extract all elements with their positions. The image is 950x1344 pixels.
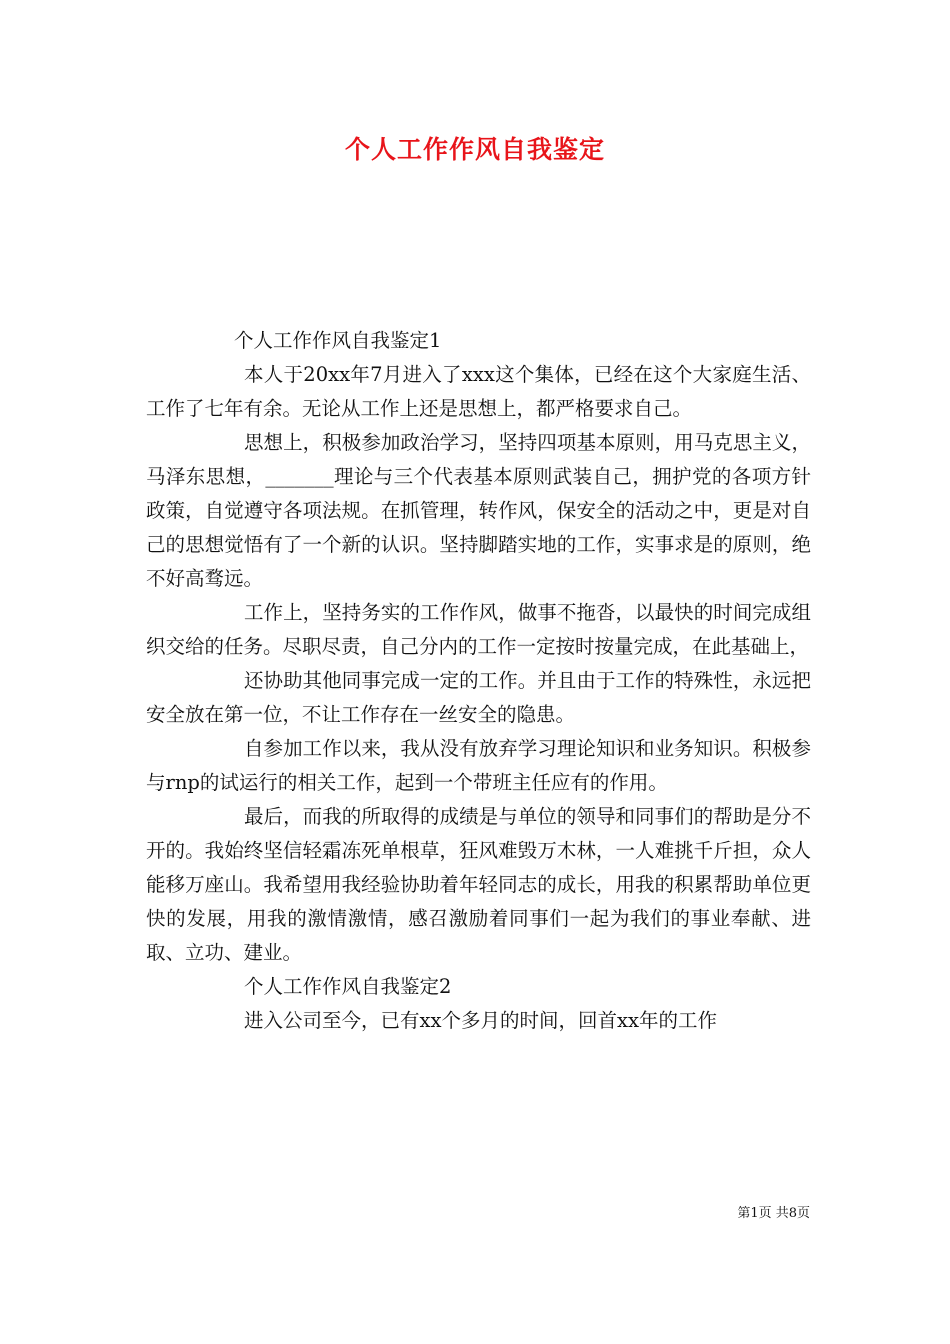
document-body [146, 324, 811, 1038]
document-title: 个人工作作风自我鉴定 [344, 135, 605, 164]
paragraph: 进入公司至今，已有xx个多月的时间，回首xx年的工作 [244, 1009, 717, 1032]
page-number-footer: 第1页 共8页 [737, 1206, 810, 1221]
paragraph: 自参加工作以来，我从没有放弃学习理论知识和业务知识。积极参与rnp的试运行的相关工作，起到一个带班主任应有的作用。 [146, 737, 811, 794]
paragraph: 还协助其他同事完成一定的工作。并且由于工作的特殊性，永远把安全放在第一位，不让工作存在一丝安全的隐患。 [146, 669, 811, 726]
paragraph: 工作上，坚持务实的工作作风，做事不拖沓，以最快的时间完成组织交给的任务。尽职尽责，自己分内的工作一定按时按量完成，在此基础上， [146, 601, 811, 658]
section-heading-2: 个人工作作风自我鉴定2 [244, 975, 452, 998]
section-heading-1: 个人工作作风自我鉴定1 [234, 329, 442, 352]
paragraph: 最后，而我的所取得的成绩是与单位的领导和同事们的帮助是分不开的。我始终坚信轻霜冻死单根草，狂风难毁万木林，一人难挑千斤担，众人能移万座山。我希望用我经验协助着年轻同志的成长，用我的积累帮助单位更快的发展，用我的激情激情，感召激励着同事们一起为我们的事业奉献、进取、立功、建业。 [146, 805, 811, 964]
paragraph: 本人于20xx年7月进入了xxx这个集体，已经在这个大家庭生活、工作了七年有余。无论从工作上还是思想上，都严格要求自己。 [146, 363, 811, 420]
paragraph: 思想上，积极参加政治学习，坚持四项基本原则，用马克思主义，马泽东思想，_______理论与三个代表基本原则武装自己，拥护党的各项方针政策，自觉遵守各项法规。在抓管理，转作风，保安全的活动之中，更是对自己的思想觉悟有了一个新的认识。坚持脚踏实地的工作，实事求是的原则，绝不好高骛远。 [146, 431, 811, 590]
